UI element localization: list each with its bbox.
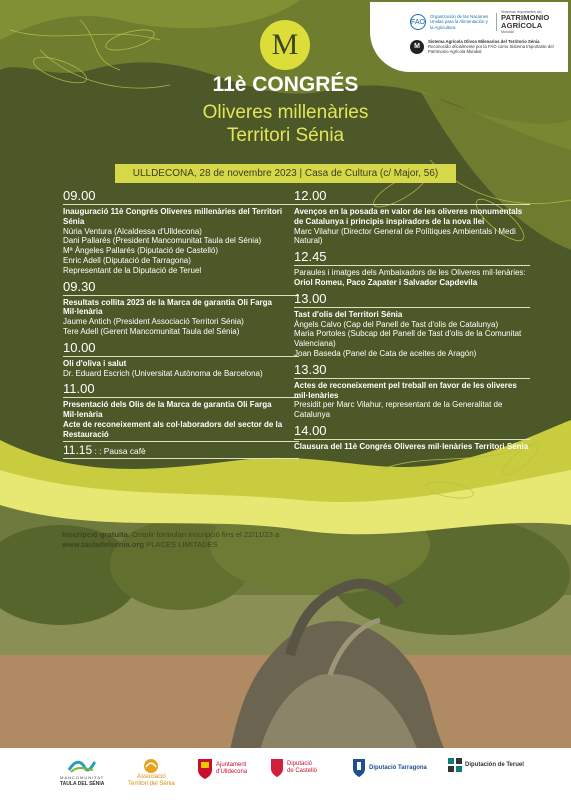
speaker: Núria Ventura (Alcaldessa d'Ulldecona) (63, 226, 202, 236)
agricola-big-text: AGRÍCOLA (501, 21, 543, 30)
speaker: Dr. Eduard Escrich (Universitat Autònoma de Barcelona) (63, 368, 263, 378)
coffee-break (63, 444, 299, 457)
speaker: Presidit per Marc Vilahur, representant de la Generalitat de Catalunya (294, 400, 503, 420)
fao-row (410, 10, 549, 34)
speaker: Maria Portoles (Subcap del Panell de Tast d'olis de la Comunitat Valenciana) (294, 329, 522, 349)
mancomunitat-label: MANCOMUNITAT (60, 775, 105, 780)
session-time: 13.00 (294, 290, 327, 306)
session-title: Resultats collita 2023 de la Marca de garantia Oli Farga Mil·lenària (63, 297, 272, 317)
divider (63, 356, 299, 357)
patrimonio-small-text: Sistemas Importantes del (501, 10, 542, 14)
divider (294, 204, 530, 205)
giahs-logo-icon: M (410, 40, 424, 54)
tarragona-label: Diputació Tarragona (369, 764, 427, 771)
ajuntament-label: Ajuntament (216, 762, 247, 768)
fao-org-text: Organización de las Naciones Unidas para la Alimentación y la Agricultura (430, 14, 489, 30)
sponsor-logos (0, 748, 571, 806)
program-left-column (63, 187, 299, 461)
castello-text (287, 761, 317, 775)
session-title: Acte de reconeixement als col·laboradors del sector de la Restauració (63, 419, 283, 439)
ajuntament-logo (197, 758, 247, 780)
speaker: Dani Pallarés (President Mancomunitat Taula del Sénia) (63, 236, 262, 246)
speaker: Enric Adell (Diputació de Tarragona) (63, 255, 191, 265)
divider (294, 378, 530, 379)
session-time: 13.30 (294, 361, 327, 377)
registration-places: PLACES LIMITADES (144, 540, 218, 549)
session-title: Clausura del 11è Congrés Oliveres mil·lenàries Territori Sénia (294, 441, 529, 451)
divider (294, 307, 530, 308)
subtitle-line-2: Territori Sénia (226, 125, 345, 146)
divider (63, 458, 299, 459)
patrimonio-logo (501, 10, 549, 34)
patrimonio-big-text: PATRIMONIO (501, 13, 550, 22)
divider (496, 13, 497, 31)
session-title: Inauguració 11è Congrés Oliveres millenàries del Territori Sénia (63, 207, 283, 226)
session-time: 14.00 (294, 422, 327, 438)
registration-bold: Inscripció gratuïta. (62, 530, 130, 539)
program-right-column (294, 187, 530, 452)
coffee-label: Pausa cafè (103, 445, 146, 456)
congress-title: 11è CONGRÉS (212, 73, 359, 96)
giahs-recognition-text: Reconocido oficialmente por la FAO como Sistema Importante del Patrimonio Agrícola Mundial (428, 44, 554, 55)
associacio-emblem-icon (141, 758, 161, 774)
ajuntament-text (216, 762, 247, 776)
territori-label: Territori del Sénia (128, 781, 175, 787)
mundial-small-text: Mundial (501, 30, 514, 34)
session-title: Presentació dels Olis de la Marca de garantia Oli Farga Mil·lenària (63, 400, 272, 420)
registration-text: Omplir formulari inscripció fins el 22/11/23 a (129, 530, 280, 539)
speaker: Mª Àngeles Pallarés (Diputació de Castelló) (63, 246, 219, 256)
castello-label: de Castelló (287, 768, 318, 774)
diputacio-tarragona-logo (352, 758, 427, 778)
diputacio-castello-logo (270, 758, 317, 778)
teruel-mosaic-icon (448, 758, 462, 772)
associacio-logo (128, 758, 175, 788)
divider (294, 265, 530, 266)
session-time: 09.00 (63, 188, 96, 203)
registration-url-link[interactable]: www.tauladelsenia.org (62, 540, 145, 549)
mancomunitat-logo (60, 758, 104, 788)
giahs-text (428, 39, 566, 54)
divider (63, 295, 299, 296)
tarragona-shield-icon (352, 758, 366, 778)
associacio-label: Associació (137, 774, 166, 780)
speaker: Representant de la Diputació de Teruel (63, 265, 202, 275)
speaker: Àngels Calvo (Cap del Panell de Tast d'olis de Catalunya) (294, 319, 499, 329)
session-title: Paraules i imatges dels Ambaixadors de les Oliveres mil·lenàries: (294, 268, 526, 278)
fao-emblem-icon: FAO (410, 14, 426, 30)
session-time: 11.15 (63, 442, 93, 457)
session-time: 12.00 (294, 188, 327, 203)
session-time: 11.00 (63, 381, 95, 397)
subtitle-line-1: Oliveres millenàries (202, 102, 369, 123)
diputacio-label: Diputació (287, 761, 313, 767)
mancomunitat-wave-icon (67, 758, 97, 774)
speaker: Oriol Romeu, Paco Zapater i Salvador Capdevila (294, 277, 478, 287)
teruel-label: Diputación de Teruel (465, 761, 524, 768)
ajuntament-shield-icon (197, 758, 213, 780)
speaker: Joan Baseda (Panel de Cata de aceites de Aragón) (294, 348, 477, 358)
session-time: 10.00 (63, 339, 96, 355)
ulldecona-label: d'Ulldecona (216, 769, 248, 775)
coffee-separator: : : (92, 445, 104, 456)
session-title: Oli d'oliva i salut (63, 358, 127, 368)
speaker: Tere Adell (Gerent Mancomunitat Taula del Sénia) (63, 326, 240, 336)
congress-subtitle (0, 101, 571, 147)
giahs-bold-text: Sistema Agrícola Olivos Milenarios del Territorio Sénia (428, 39, 540, 44)
divider (63, 204, 299, 205)
session-title: Tast d'olis del Territori Sénia (294, 309, 403, 319)
divider (294, 439, 530, 440)
session-title: Avenços en la posada en valor de les oliveres monumentals de Catalunya i principis inspiradors de la nova llei (294, 207, 523, 226)
divider (63, 441, 299, 442)
divider (63, 397, 299, 398)
fao-giahs-badge (370, 2, 568, 72)
session-time: 09.30 (63, 278, 96, 294)
giahs-row (410, 39, 566, 54)
castello-shield-icon (270, 758, 284, 778)
taula-label: TAULA DEL SÉNIA (60, 781, 105, 787)
session-title: Actes de reconeixement pel treball en favor de les oliveres mil·lenàries (294, 380, 517, 400)
session-time: 12.45 (294, 249, 327, 265)
speaker: Marc Vilahur (Director General de Polítiques Ambientals i Medi Natural) (294, 226, 516, 246)
diputacion-teruel-logo (448, 758, 524, 772)
speaker: Jaume Antich (President Associació Territori Sénia) (63, 317, 244, 327)
date-venue-bar (115, 164, 456, 183)
registration-note (62, 530, 302, 550)
congress-logo-icon: M (260, 20, 310, 70)
date-venue-text: ULLDECONA, 28 de novembre 2023 | Casa de Cultura (c/ Major, 56) (132, 168, 439, 179)
